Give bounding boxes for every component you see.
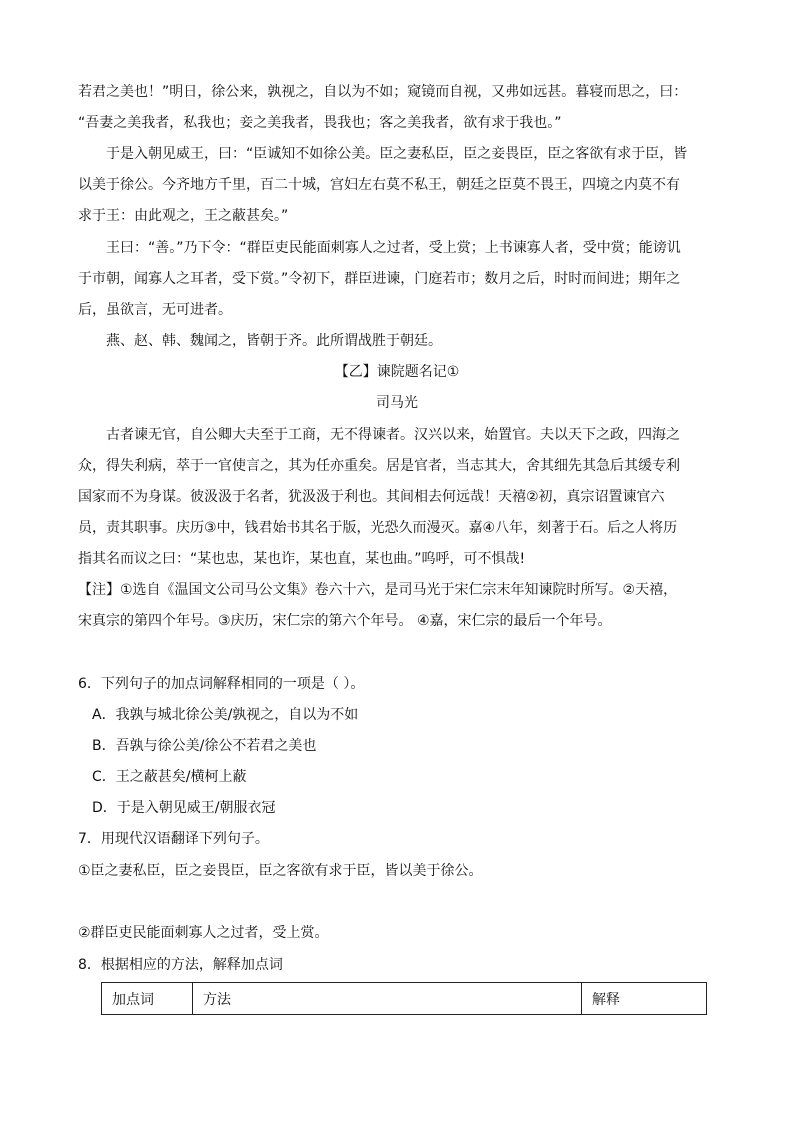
passage-yi-line: 古者谏无官，自公卿大夫至于工商，无不得谏者。汉兴以来，始置官。夫以天下之政，四海之: [106, 427, 680, 443]
question-6-option-a: A．我孰与城北徐公美/孰视之，自以为不如: [92, 707, 359, 723]
passage-jia-line: 若君之美也！”明日，徐公来，孰视之，自以为不如；窥镜而自视，又弗如远甚。暮寝而思之，曰：: [78, 84, 688, 100]
passage-jia-line: 以美于徐公。今齐地方千里，百二十城，宫妇左右莫不私王，朝廷之臣莫不畏王，四境之内莫不有: [78, 177, 680, 193]
passage-jia-line: 于市朝，闻寡人之耳者，受下赏。”令初下，群臣进谏，门庭若市；数月之后，时时而间进；期年之: [78, 271, 681, 287]
table-header-cell: 解释: [582, 983, 707, 1015]
passage-jia-line: 求于王：由此观之，王之蔽甚矣。”: [78, 208, 289, 224]
table-header-cell: 方法: [193, 983, 582, 1015]
passage-jia-line: 于是入朝见威王，曰：“臣诚知不如徐公美。臣之妻私臣，臣之妾畏臣，臣之客欲有求于臣，皆: [106, 146, 688, 162]
question-8-stem: 8．根据相应的方法，解释加点词: [78, 957, 283, 973]
question-7-stem: 7．用现代汉语翻译下列句子。: [78, 831, 269, 847]
question-6-stem: 6．下列句子的加点词解释相同的一项是（ ）。: [78, 676, 365, 692]
passage-yi-author: 司马光: [376, 395, 418, 411]
question-7-item-1: ①臣之妻私臣，臣之妾畏臣，臣之客欲有求于臣，皆以美于徐公。: [78, 863, 483, 879]
passage-jia-line: 燕、赵、韩、魏闻之，皆朝于齐。此所谓战胜于朝廷。: [106, 333, 442, 349]
passage-yi-line: 国家而不为身谋。彼汲汲于名者，犹汲汲于利也。其间相去何远哉！天禧②初，真宗诏置谏官六: [78, 489, 665, 505]
question-8-table: [101, 982, 707, 1015]
question-6-option-c: C．王之蔽甚矣/横柯上蔽: [92, 769, 247, 785]
passage-yi-note: 宋真宗的第四个年号。③庆历，宋仁宗的第六个年号。 ④嘉，宋仁宗的最后一个年号。: [78, 613, 612, 629]
passage-yi-note: 【注】①选自《温国文公司马公文集》卷六十六，是司马光于宋仁宗末年知谏院时所写。②天禧，: [78, 582, 678, 598]
passage-jia-line: “吾妻之美我者，私我也；妾之美我者，畏我也；客之美我者，欲有求于我也。”: [78, 115, 562, 131]
passage-jia-line: 后，虽欲言，无可进者。: [78, 302, 232, 318]
passage-yi-line: 指其名而议之曰：“某也忠，某也诈，某也直，某也曲。”呜呼，可不惧哉!: [78, 551, 526, 567]
passage-yi-line: 众，得失利病，萃于一官使言之，其为任亦重矣。居是官者，当志其大，舍其细先其急后其缓专利: [78, 458, 680, 474]
table-header-cell: 加点词: [102, 983, 193, 1015]
question-7-item-2: ②群臣吏民能面刺寡人之过者，受上赏。: [78, 925, 329, 941]
question-6-option-d: D．于是入朝见威王/朝服衣冠: [92, 800, 276, 816]
passage-yi-title: 【乙】谏院题名记①: [334, 364, 460, 380]
question-6-option-b: B．吾孰与徐公美/徐公不若君之美也: [92, 738, 317, 754]
passage-jia-line: 王曰：“善。”乃下令：“群臣吏民能面刺寡人之过者，受上赏；上书谏寡人者，受中赏；能谤讥: [106, 240, 681, 256]
passage-yi-line: 员，责其职事。庆历③中，钱君始书其名于版，光恐久而漫灭。嘉④八年，刻著于石。后之人将历: [78, 520, 678, 536]
table-header-row: [102, 983, 707, 1015]
